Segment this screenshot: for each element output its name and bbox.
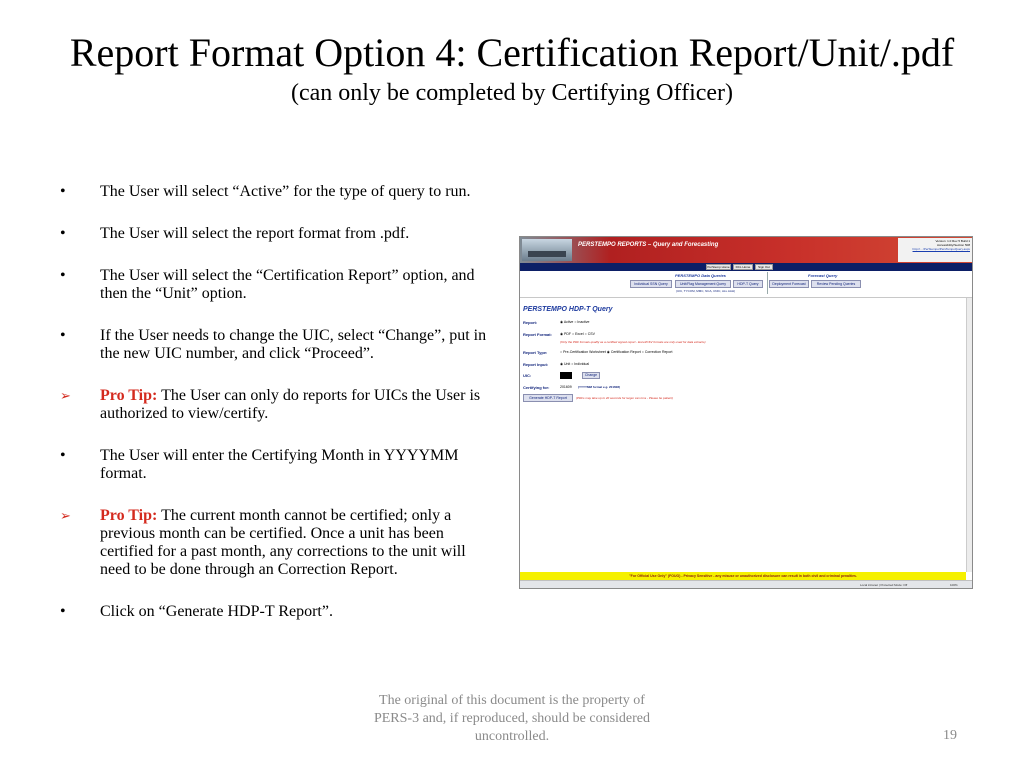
version-line: Accessibility/Section 508 [936,243,970,247]
uic-label: UIC: [523,373,532,378]
bullet-list [60,183,490,645]
ship-logo-icon [522,239,572,261]
scrollbar[interactable] [966,298,972,572]
dcl-home-button[interactable]: DCL Home [733,264,753,270]
slide-title: Report Format Option 4: Certification Report/Unit/.pdf [69,30,955,75]
bullet-text: Click on “Generate HDP-T Report”. [100,603,333,620]
bullet-text: The User will select “Active” for the type of query to run. [100,183,471,200]
generate-note: (PDFs may take up to 20 seconds for larger can tons - Please be patient) [576,396,674,400]
report-input-radio-group[interactable]: ◉ Unit ○ Individual [560,362,590,366]
report-format-note: (Only the PDF formats qualify as a certified signed report - Excel/CSV formats are only used for data extracts) [560,340,706,344]
pro-tip-label: Pro Tip: [100,387,158,404]
divider [520,297,972,298]
bullet-item [60,603,490,621]
version-line: Version: 1.0 Rev 5 Build 1 [935,239,970,243]
security-zone-text: Local intranet | Protected Mode: Off [860,583,908,587]
version-info [898,238,972,262]
bullet-item [60,267,490,303]
report-type-label: Report Type: [523,350,548,355]
sign-out-button[interactable]: Sign Out [755,264,773,270]
page-number: 19 [943,728,957,743]
query-subtext: (UIC, TYCOM, MMC, NCA, CNIC, ALL AAH) [676,289,736,293]
generate-hdp-t-report-button[interactable]: Generate HDP-T Report [523,394,573,402]
fouo-banner: "For Official Use Only" (FOUO) - Privacy Sensitive - any misuse or unauthorized disclosure can result in both civil and criminal penalties. [520,572,966,580]
bullet-marker: • [60,183,66,200]
app-banner [520,237,972,263]
bullet-marker: • [60,327,66,344]
certifying-for-label: Certifying for: [523,385,550,390]
perstemp-home-button[interactable]: PerStemp Home [707,265,730,269]
bullet-marker: • [60,447,66,464]
unit-flag-query-button[interactable]: Unit/Flag Management Query [675,280,731,288]
version-link[interactable]: http://…/PerStempo/PersTempoQuery.aspx [912,247,970,251]
bullet-text: The User will enter the Certifying Month in YYYYMM format. [100,447,459,482]
browser-status-bar [520,580,972,589]
bullet-text: If the User needs to change the UIC, select “Change”, put in the new UIC number, and click “Proceed”. [100,327,487,362]
slide-title-block [40,30,984,108]
query-divider [767,272,768,294]
bullet-marker: • [60,225,66,242]
report-format-label: Report Format: [523,332,552,337]
data-queries-header: PERSTEMPO Data Queries [675,273,726,278]
certifying-format-hint: (YYYYMM format e.g. 201608) [578,385,621,389]
arrow-bullet-icon: ➢ [60,508,71,523]
bullet-text: The current month cannot be certified; only a previous month can be certified. Once a unit has been certified for a past month, any corrections to the unit will need to be done through an Correction Report. [100,507,466,578]
change-button[interactable]: Change [582,372,600,379]
arrow-bullet-icon: ➢ [60,388,71,403]
review-pending-queries-button[interactable]: Review Pending Queries [811,280,861,288]
bullet-item [60,327,490,363]
certifying-month-input[interactable]: 201609 [560,385,572,389]
report-radio-group[interactable]: ◉ Active ○ Inactive [560,320,590,324]
bullet-item [60,225,490,243]
bullet-item [60,447,490,483]
pro-tip-label: Pro Tip: [100,507,158,524]
report-input-label: Report Input: [523,362,549,367]
bullet-marker: • [60,267,66,284]
zoom-level[interactable]: 100% [950,583,958,587]
banner-title: PERSTEMPO REPORTS – Query and Forecasting [578,242,719,248]
top-nav-bar [520,263,972,271]
report-type-radio-group[interactable]: ○ Pre-Certification Worksheet ◉ Certification Report ○ Correction Report [560,350,673,354]
deployment-forecast-button[interactable]: Deployment Forecast [769,280,809,288]
bullet-text: The User can only do reports for UICs the User is authorized to view/certify. [100,387,481,422]
pro-tip-item [60,507,490,579]
form-title: PERSTEMPO HDP-T Query [523,306,613,313]
slide-subtitle: (can only be completed by Certifying Officer) [290,80,734,106]
bullet-text: The User will select the “Certification Report” option, and then the “Unit” option. [100,267,475,302]
bullet-text: The User will select the report format from .pdf. [100,225,410,242]
slide-footer: The original of this document is the property of PERS-3 and, if reproduced, should be considered uncontrolled. [373,693,651,744]
uic-field[interactable] [560,372,572,379]
report-format-radio-group[interactable]: ◉ PDF ○ Excel ○ CSV [560,332,595,336]
forecast-query-header: Forecast Query [808,273,838,278]
report-label: Report: [523,320,538,325]
hdp-t-query-button[interactable]: HDP-T Query [733,280,763,288]
individual-ssn-query-button[interactable]: Individual SSN Query [630,280,672,288]
bullet-item [60,183,490,201]
pro-tip-item [60,387,490,423]
app-screenshot [519,236,973,589]
bullet-marker: • [60,603,66,620]
